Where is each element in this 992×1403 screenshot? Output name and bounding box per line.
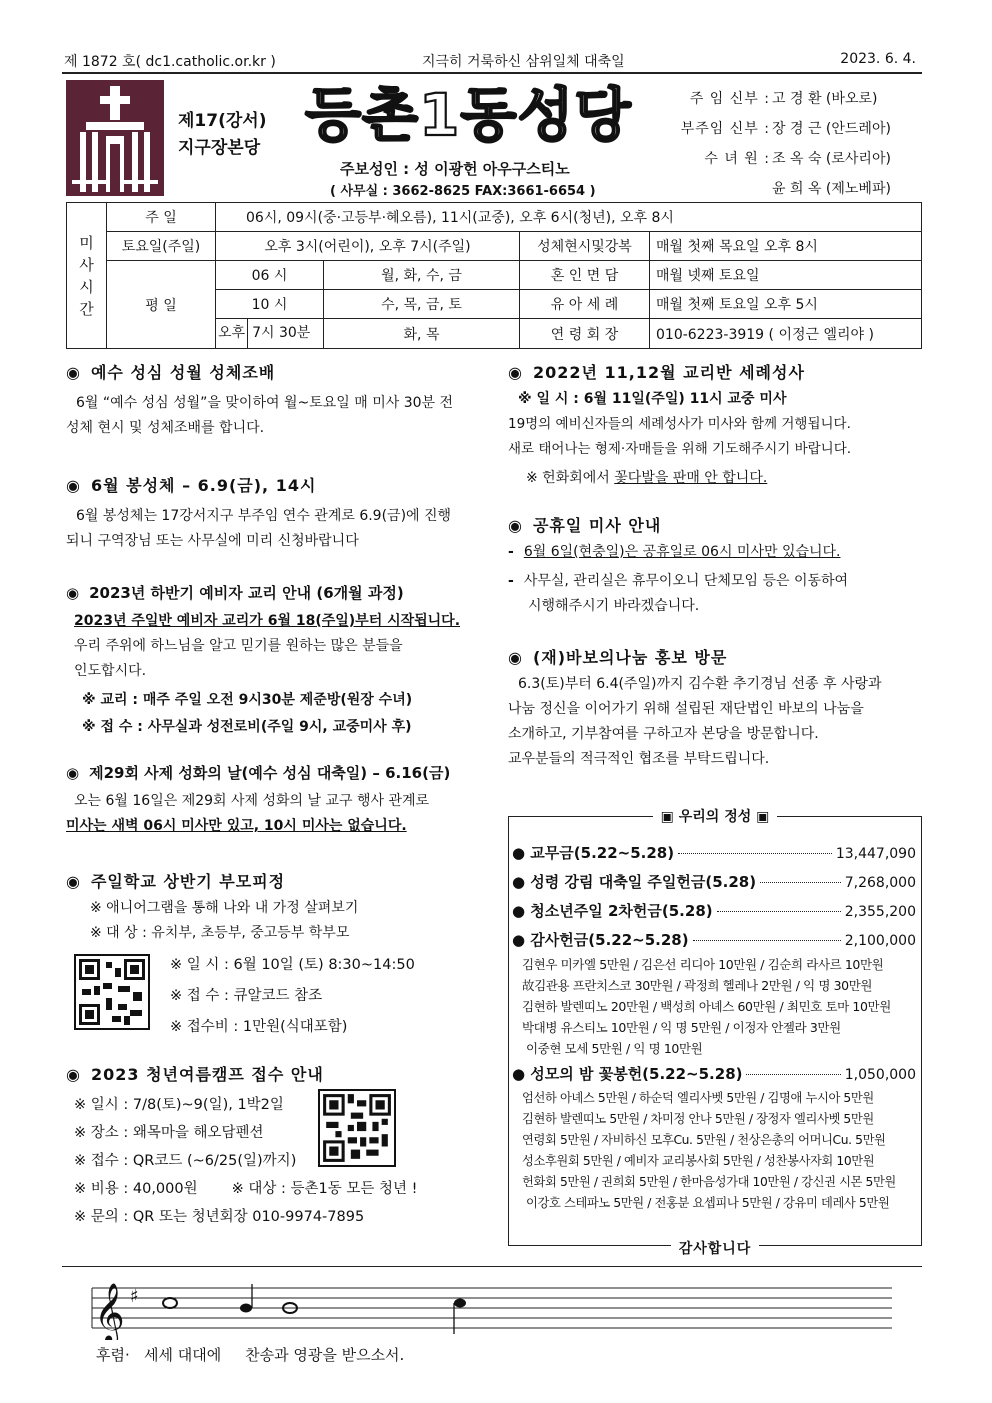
mass-schedule-table [66, 202, 922, 349]
district-label: 제17(강서) 지구장본당 [178, 111, 267, 158]
retreat-qr-code[interactable] [74, 954, 150, 1030]
section-body: ※ 일 시 : 6월 11일(주일) 11시 교중 미사 19명의 예비신자들의 세례성사가 미사와 함께 거행됩니다. 새로 태어나는 형제·자매들을 위해 기도해주시기 바랍니다. ※ 헌화회에서 꽃다발을 판매 안 합니다. [508, 391, 852, 486]
weekday-days: 월, 화, 수, 금 [324, 261, 520, 290]
offering-item: ● 감사헌금(5.22~5.28) 2,100,000 [512, 931, 916, 949]
section-title: ◉ 주일학교 상반기 부모피정 [66, 872, 286, 891]
section-body: ※ 애니어그램을 통해 나와 내 가정 살펴보기 ※ 대 상 : 유치부, 초등부, 중고등부 학부모 [90, 900, 359, 941]
adoration-label: 성체현시및강복 [520, 232, 650, 261]
church-logo [66, 80, 164, 196]
clergy-row: 부주임 신부 : 장 경 근 (안드레아) [680, 121, 891, 137]
sunday-label: 주 일 [107, 203, 216, 232]
weekday-time: 06 시 [216, 261, 324, 290]
saturday-times: 오후 3시(어린이), 오후 7시(주일) [216, 232, 520, 261]
wedding-value: 매월 넷째 토요일 [650, 261, 922, 290]
section-body: 오는 6월 16일은 제29회 사제 성화의 날 교구 행사 관계로 미사는 새벽 06시 미사만 있고, 10시 미사는 없습니다. [66, 793, 430, 834]
section-body: 6.3(토)부터 6.4(주일)까지 김수환 추기경님 선종 후 사랑과 나눔 정신을 이어가기 위해 설립된 재단법인 바보의 나눔을 소개하고, 기부참여를 구하고자 본당을 방문합니다. 교우분들의 적극적인 협조를 부탁드립니다. [508, 676, 882, 767]
svg-text:♯: ♯ [130, 1286, 139, 1307]
weekday-time: 10 시 [216, 290, 324, 319]
saturday-label: 토요일(주일) [107, 232, 216, 261]
offering-title: ▣ 우리의 정성 ▣ [653, 809, 778, 825]
mass-side-label: 미사시간 [67, 203, 107, 349]
psalm-notation-icon [62, 1272, 922, 1340]
office-contact: ( 사무실 : 3662-8625 FAX:3661-6654 ) [330, 184, 596, 199]
offering-list [512, 840, 916, 1214]
retreat-details: ※ 일 시 : 6월 10일 (토) 8:30~14:50 ※ 접 수 : 큐알코드 참조 ※ 접수비 : 1만원(식대포함) [66, 950, 490, 1040]
divider [62, 1266, 922, 1267]
section-body: - 6월 6일(현충일)은 공휴일로 06시 미사만 있습니다. - 사무실, 관리실은 휴무이오니 단체모임 등은 이동하여 시행해주시기 바라겠습니다. [508, 544, 849, 614]
church-building-icon [66, 80, 164, 196]
clergy-row: 주 임 신부 : 고 경 환 (바오로) [689, 91, 878, 107]
right-column [508, 360, 928, 772]
donor-names: 엄선하 아녜스 5만원 / 하순덕 엘리사벳 5만원 / 김명애 누시아 5만원 김현하 발렌띠노 5만원 / 차미정 안나 5만원 / 장정자 엘리사벳 5만원 연령회 5만원 / 자비하신 모후Cu. 5만원 / 천상은총의 어머니Cu. 5만원 성소후원회 5만원 / 예비자 교리봉사회 5만원 / 성찬봉사자회 10만원 헌화회 5만원 / 권희회 5만원 / 한마음성가대 10만원 / 강신권 시몬 5만원 이강호 스테파노 5만원 / 전홍분 요셉피나 5만원 / 강유미 데레사 5만원 [522, 1091, 896, 1210]
camp-qr-code[interactable] [318, 1089, 396, 1167]
patron-saint: 주보성인 : 성 이광헌 아우구스티노 [340, 160, 570, 178]
donor-names: 김현우 미카엘 5만원 / 김은선 리디아 10만원 / 김순희 라사르 10만원 故김관용 프란치스코 30만원 / 곽정희 헬레나 2만원 / 익 명 30만원 김현하 발렌띠노 20만원 / 백성희 아녜스 60만원 / 최민호 토마 10만원 박대병 유스티노 10만원 / 익 명 5만원 / 이정자 안젤라 3만원 이중현 모세 5만원 / 익 명 10만원 [522, 957, 891, 1056]
weekday-days: 수, 목, 금, 토 [324, 290, 520, 319]
section-title: ◉ 2023년 하반기 예비자 교리 안내 (6개월 과정) [66, 584, 404, 602]
issue-number: 제 1872 호( dc1.catholic.or.kr ) [64, 54, 276, 70]
section-title: ◉ 6월 봉성체 – 6.9(금), 14시 [66, 476, 317, 495]
offering-item: ● 성령 강림 대축일 주일헌금(5.28) 7,268,000 [512, 873, 916, 891]
feast-title: 지극히 거룩하신 삼위일체 대축일 [422, 54, 625, 70]
funeral-label: 연 령 회 장 [520, 319, 650, 349]
clergy-row: 수 녀 원 : 조 옥 숙 (로사리아) [704, 151, 891, 167]
church-name: 등촌1동성당 [305, 81, 632, 149]
section-title: ◉ 2022년 11,12월 교리반 세례성사 [508, 363, 805, 382]
clergy-row: 윤 희 옥 (제노베파) [772, 181, 891, 197]
baptism-value: 매월 첫째 토요일 오후 5시 [650, 290, 922, 319]
sunday-times: 06시, 09시(중·고등부·혜오름), 11시(교중), 오후 6시(청년), 오후 8시 [216, 203, 922, 232]
offering-item: ● 성모의 밤 꽃봉헌(5.22~5.28) 1,050,000 [512, 1065, 916, 1083]
qr-code-icon [76, 956, 148, 1028]
section-title: ◉ 공휴일 미사 안내 [508, 516, 662, 535]
camp-details: ※ 일시 : 7/8(토)~9(일), 1박2일 ※ 장소 : 왜목마을 해오담펜션 ※ 접수 : QR코드 (~6/25(일)까지) ※ 비용 : 40,000원 ※ 대상 : 등촌1동 모든 청년 ! ※ 문의 : QR 또는 청년회장 010-9974-7895 [66, 1091, 490, 1231]
svg-text:𝄞: 𝄞 [94, 1283, 125, 1340]
offering-item: ● 교무금(5.22~5.28) 13,447,090 [512, 844, 916, 862]
offering-item: ● 청소년주일 2차헌금(5.28) 2,355,200 [512, 902, 916, 920]
clergy-list [668, 84, 891, 204]
header-bar [62, 48, 922, 74]
section-title: ◉ 예수 성심 성월 성체조배 [66, 363, 276, 382]
wedding-label: 혼 인 면 담 [520, 261, 650, 290]
psalm-refrain: 후렴· 세세 대대에 찬송과 영광을 받으소서. [96, 1346, 405, 1364]
section-title: ◉ 제29회 사제 성화의 날(예수 성심 대축일) – 6.16(금) [66, 764, 451, 782]
section-title: ◉ 2023 청년여름캠프 접수 안내 [66, 1065, 324, 1084]
thanks-label: 감사합니다 [671, 1241, 760, 1257]
section-body: 2023년 주일반 예비자 교리가 6월 18(주일)부터 시작됩니다. 우리 주위에 하느님을 알고 믿기를 원하는 많은 분들을 인도합시다. ※ 교리 : 매주 주일 오전 9시30분 제준방(원장 수녀) ※ 접 수 : 사무실과 성전로비(주일 9시, 교중미사 후) [74, 613, 461, 735]
weekday-days: 화, 목 [324, 319, 520, 349]
baptism-label: 유 아 세 례 [520, 290, 650, 319]
section-body: 6월 “예수 성심 성월”을 맞이하여 월~토요일 매 미사 30분 전 성체 현시 및 성체조배를 합니다. [66, 395, 454, 436]
section-title: ◉ (재)바보의나눔 홍보 방문 [508, 648, 728, 667]
section-body: 6월 봉성체는 17강서지구 부주임 연수 관계로 6.9(금)에 진행 되니 구역장님 또는 사무실에 미리 신청바랍니다 [66, 508, 452, 549]
bulletin-date: 2023. 6. 4. [840, 51, 916, 67]
adoration-value: 매월 첫째 목요일 오후 8시 [650, 232, 922, 261]
weekday-time-evening: 오후 7시 30분 [216, 319, 324, 349]
qr-code-icon [320, 1091, 394, 1165]
music-staff [62, 1272, 922, 1340]
funeral-value: 010-6223-3919 ( 이정근 엘리야 ) [650, 319, 922, 349]
weekday-label: 평 일 [107, 261, 216, 349]
left-column [66, 360, 490, 1231]
